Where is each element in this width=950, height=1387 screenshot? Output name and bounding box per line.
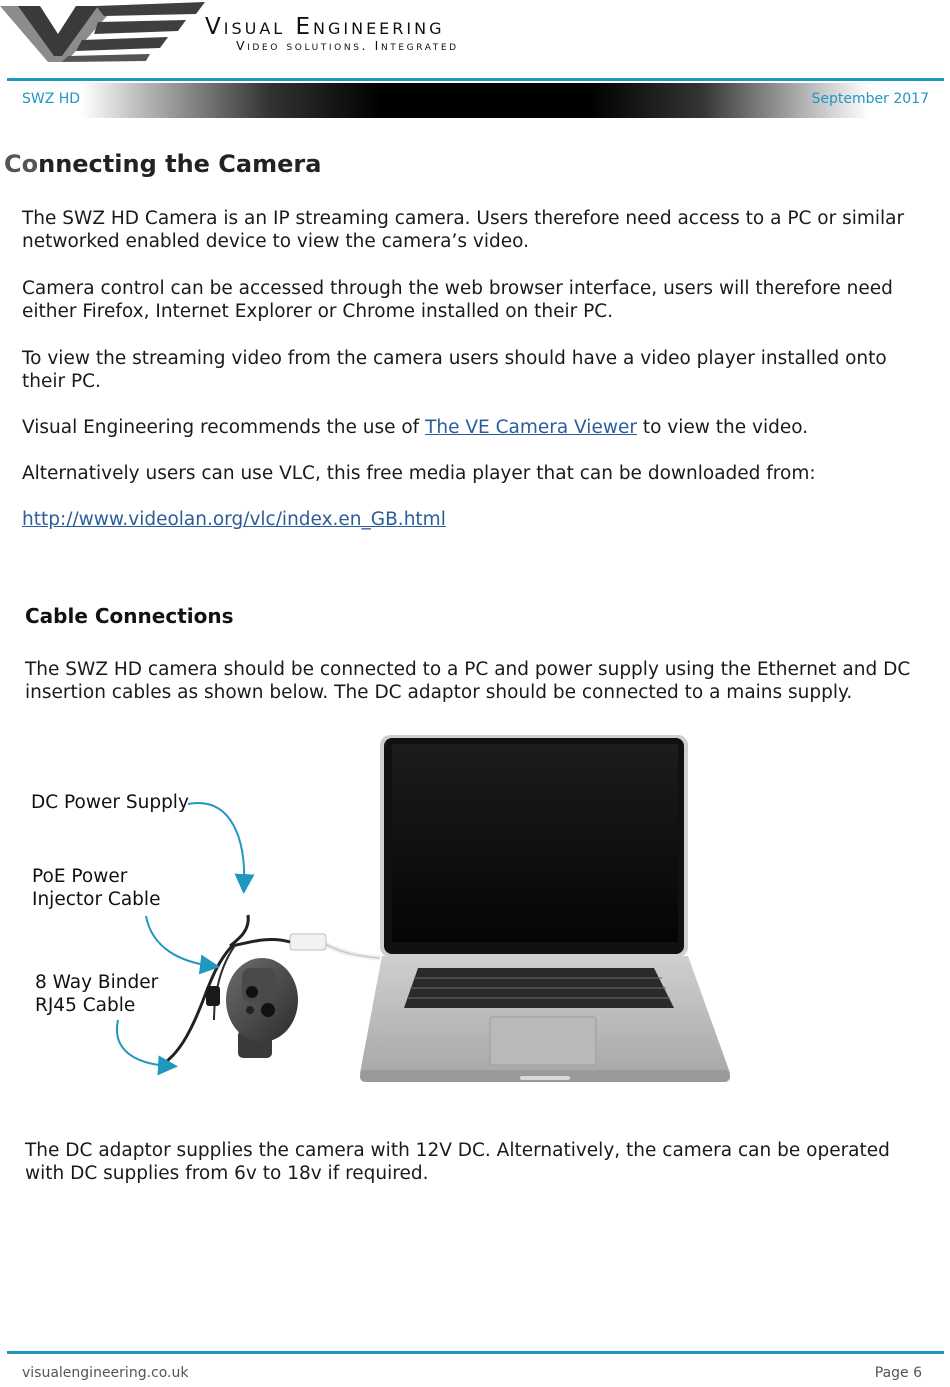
paragraph-dc-supply: The DC adaptor supplies the camera with 12V DC. Alternatively, the camera can be operated with DC supplies from 6v to 18v if required. bbox=[25, 1140, 890, 1184]
footer-rule bbox=[7, 1351, 944, 1354]
section-title bbox=[4, 150, 321, 178]
brand-name: Visual Engineering bbox=[205, 14, 445, 40]
footer-page-number: Page 6 bbox=[874, 1365, 922, 1381]
arrow-rj45 bbox=[117, 1020, 170, 1066]
header-rule bbox=[7, 78, 944, 81]
subsection-title: Cable Connections bbox=[25, 604, 234, 628]
brand-tagline: Video solutions. Integrated bbox=[236, 38, 459, 53]
company-logo bbox=[0, 0, 210, 66]
arrow-poe-injector bbox=[146, 916, 212, 966]
document-name: SWZ HD bbox=[22, 91, 81, 107]
header-band bbox=[7, 83, 944, 118]
label-rj45-line1: 8 Way Binder bbox=[35, 972, 159, 993]
camera bbox=[226, 958, 298, 1058]
document-date: September 2017 bbox=[811, 91, 929, 107]
arrow-dc-power bbox=[188, 803, 244, 886]
paragraph-player: To view the streaming video from the camera users should have a video player installed onto their PC. bbox=[22, 348, 887, 392]
label-poe-line1: PoE Power bbox=[32, 866, 128, 887]
section-title-first: Co bbox=[4, 150, 39, 178]
viewer-text-before: Visual Engineering recommends the use of bbox=[22, 417, 426, 438]
paragraph-ip-camera: The SWZ HD Camera is an IP streaming camera. Users therefore need access to a PC or similar networked enabled device to view the camera’s video. bbox=[22, 208, 905, 252]
section-title-rest: nnecting the Camera bbox=[38, 150, 322, 178]
cable-connection-figure bbox=[0, 730, 950, 1090]
footer-website: visualengineering.co.uk bbox=[22, 1365, 189, 1381]
paragraph-viewer bbox=[22, 416, 927, 439]
viewer-text-after: to view the video. bbox=[636, 417, 809, 438]
label-poe-line2: Injector Cable bbox=[32, 889, 161, 910]
vlc-link-line bbox=[22, 508, 927, 531]
ve-camera-viewer-link[interactable]: The VE Camera Viewer bbox=[425, 417, 637, 438]
paragraph-browser: Camera control can be accessed through the web browser interface, users will therefore need either Firefox, Internet Explorer or Chrome installed on their PC. bbox=[22, 278, 893, 322]
label-dc-power-supply: DC Power Supply bbox=[31, 792, 189, 813]
paragraph-cable-intro: The SWZ HD camera should be connected to a PC and power supply using the Ethernet and DC insertion cables as shown below. The DC adaptor should be connected to a mains supply. bbox=[25, 659, 911, 703]
paragraph-vlc: Alternatively users can use VLC, this free media player that can be downloaded from: bbox=[22, 463, 816, 484]
label-rj45-line2: RJ45 Cable bbox=[35, 995, 136, 1016]
laptop bbox=[360, 735, 730, 1082]
vlc-download-link[interactable]: http://www.videolan.org/vlc/index.en_GB.html bbox=[22, 509, 446, 530]
